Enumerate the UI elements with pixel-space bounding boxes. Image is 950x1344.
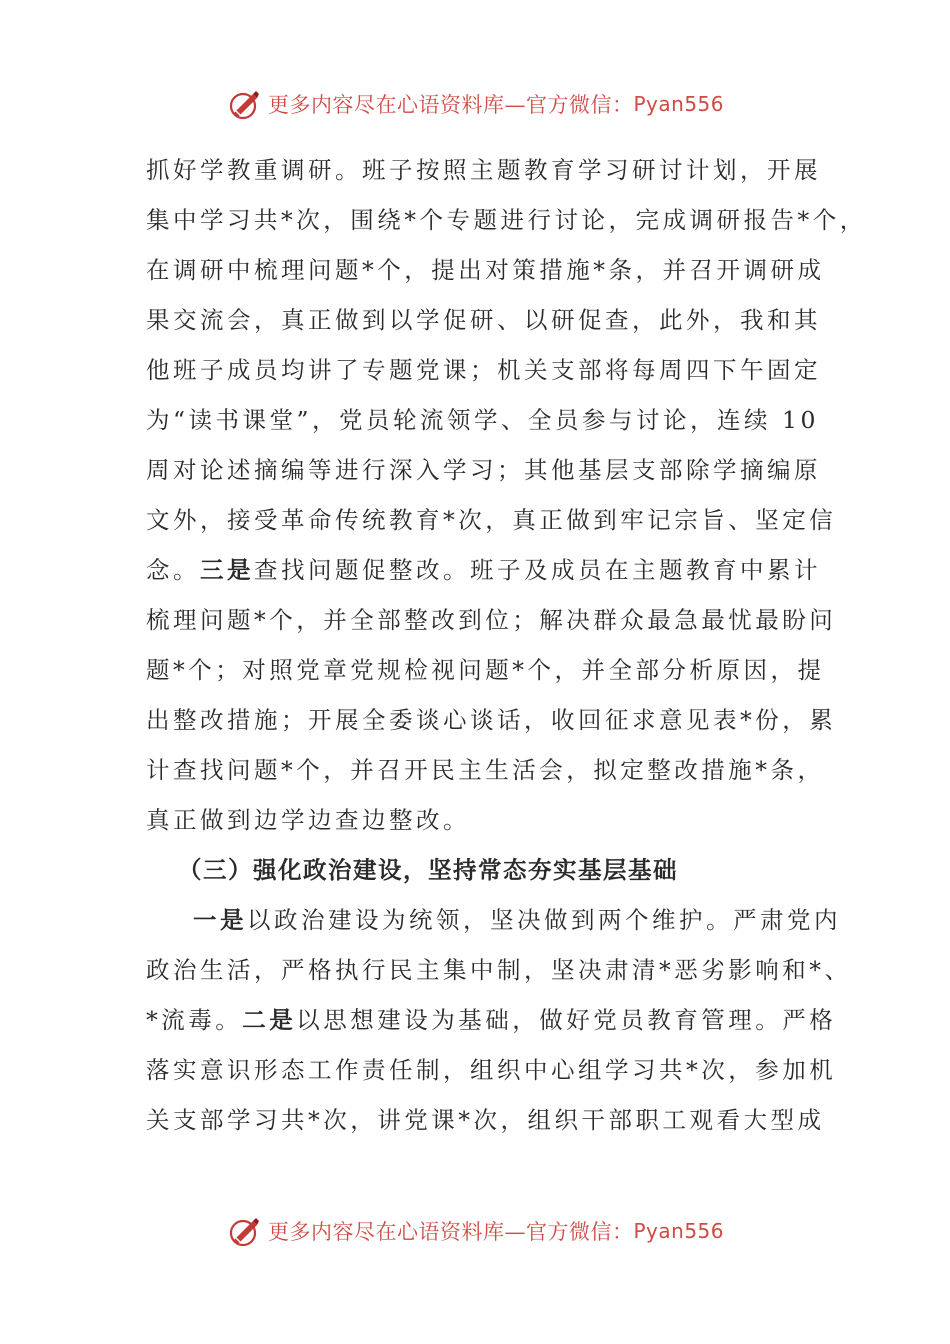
section-heading xyxy=(146,852,826,902)
text-line xyxy=(146,702,837,752)
banner-text: 更多内容尽在心语资料库—官方微信： xyxy=(268,93,634,117)
text-line xyxy=(146,252,826,302)
line-text: 出整改措施；开展全委谈心谈话，收回征求意见表*份，累 xyxy=(146,706,837,734)
line-text: 关支部学习共*次，讲党课*次，组织干部职工观看大型成 xyxy=(146,1106,825,1134)
text-line xyxy=(146,602,837,652)
text-line xyxy=(146,1002,837,1052)
line-text: *流毒。 xyxy=(146,1006,243,1034)
line-text: 落实意识形态工作责任制，组织中心组学习共*次，参加机 xyxy=(146,1056,837,1084)
line-text: 梳理问题*个，并全部整改到位；解决群众最急最忧最盼问 xyxy=(146,606,837,634)
text-line xyxy=(146,1052,837,1102)
text-line xyxy=(146,402,826,452)
line-text: 果交流会，真正做到以学促研、以研促查，此外，我和其 xyxy=(146,306,821,334)
line-text: 真正做到边学边查边整改。 xyxy=(146,806,470,834)
bold-lead: 三是 xyxy=(200,556,254,584)
text-line xyxy=(146,152,826,202)
text-line xyxy=(146,302,826,352)
text-line xyxy=(146,752,826,802)
line-text-continued: 以思想建设为基础，做好党员教育管理。严格 xyxy=(296,1006,837,1034)
text-line xyxy=(146,502,837,552)
text-line xyxy=(146,652,826,702)
line-text: 周对论述摘编等进行深入学习；其他基层支部除学摘编原 xyxy=(146,456,821,484)
line-text: 题*个；对照党章党规检视问题*个，并全部分析原因，提 xyxy=(146,656,825,684)
banner-wechat-id: Pyan556 xyxy=(633,92,725,116)
header-banner xyxy=(228,84,748,124)
document-body xyxy=(146,152,867,1152)
bold-lead: 一是 xyxy=(193,906,247,934)
pen-logo-icon xyxy=(228,87,262,121)
line-text: 为“读书课堂”，党员轮流领学、全员参与讨论，连续 10 xyxy=(146,406,819,434)
line-text: 文外，接受革命传统教育*次，真正做到牢记宗旨、坚定信 xyxy=(146,506,837,534)
line-text: 政治生活，严格执行民主集中制，坚决肃清*恶劣影响和*、 xyxy=(146,956,852,984)
banner-text: 更多内容尽在心语资料库—官方微信： xyxy=(268,1220,634,1244)
text-line xyxy=(146,352,826,402)
text-line xyxy=(146,802,826,852)
line-text: 抓好学教重调研。班子按照主题教育学习研讨计划，开展 xyxy=(146,156,821,184)
text-line xyxy=(146,1102,826,1152)
line-text: 集中学习共*次，围绕*个专题进行讨论，完成调研报告*个， xyxy=(146,206,867,234)
text-line xyxy=(146,452,826,502)
text-line xyxy=(146,902,841,952)
pen-logo-icon xyxy=(228,1214,262,1248)
banner-wechat-id: Pyan556 xyxy=(633,1219,725,1243)
text-line xyxy=(146,552,826,602)
line-text: 计查找问题*个，并召开民主生活会，拟定整改措施*条， xyxy=(146,756,825,784)
line-text: 在调研中梳理问题*个，提出对策措施*条，并召开调研成 xyxy=(146,256,825,284)
line-text: 念。 xyxy=(146,556,200,584)
line-text: 他班子成员均讲了专题党课；机关支部将每周四下午固定 xyxy=(146,356,821,384)
text-line xyxy=(146,202,867,252)
line-text-continued: 以政治建设为统领，坚决做到两个维护。严肃党内 xyxy=(247,906,841,934)
line-text-continued: 查找问题促整改。班子及成员在主题教育中累计 xyxy=(254,556,821,584)
text-line xyxy=(146,952,852,1002)
footer-banner xyxy=(228,1211,748,1251)
heading-text: （三）强化政治建设，坚持常态夯实基层基础 xyxy=(178,856,678,884)
bold-lead: 二是 xyxy=(242,1006,297,1034)
